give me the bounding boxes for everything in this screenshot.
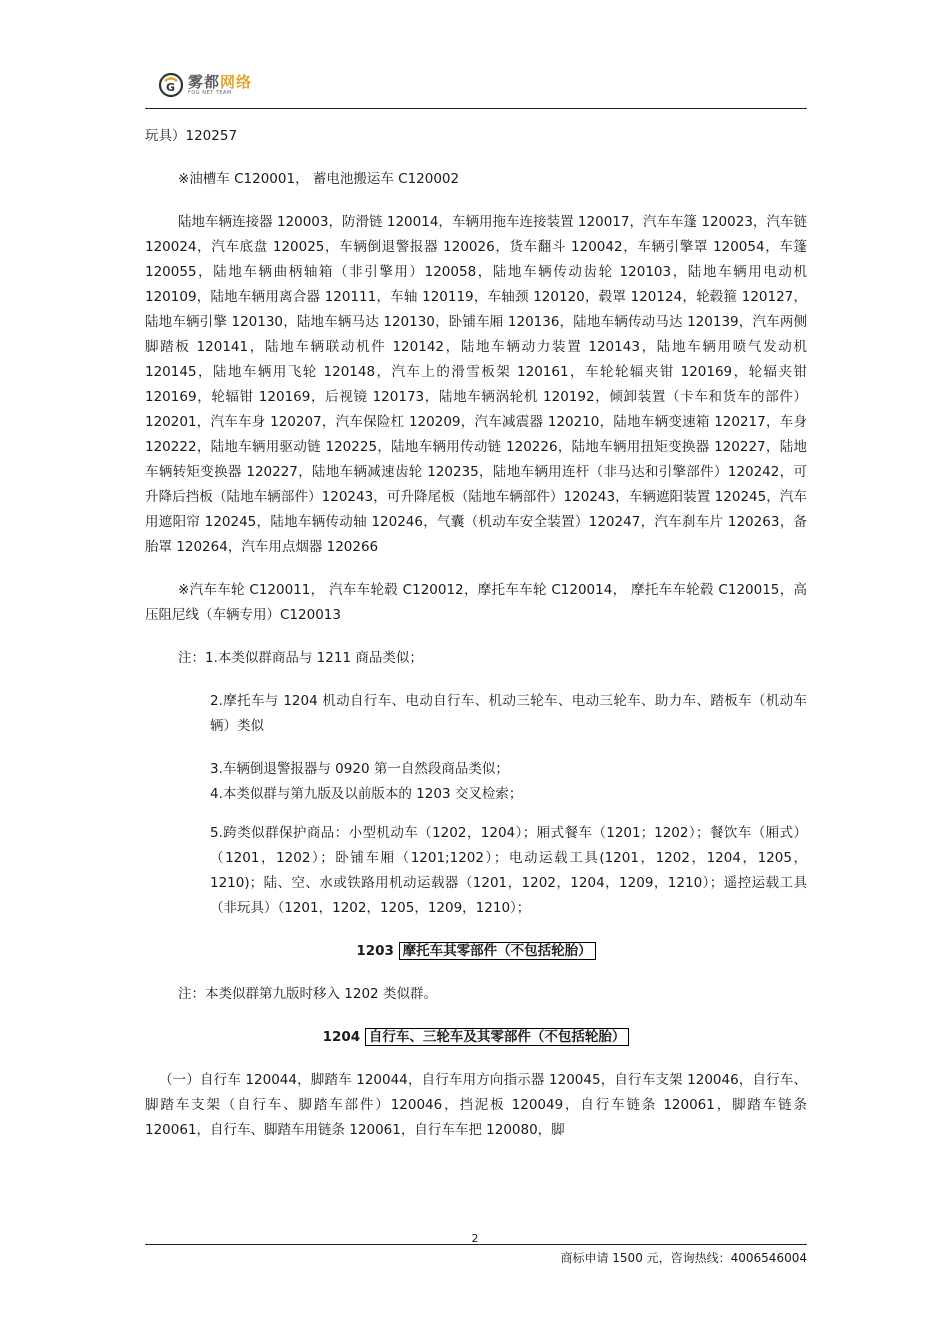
document-body xyxy=(145,124,807,1143)
logo-en: FOG NET TEAM xyxy=(188,89,232,96)
svg-text:G: G xyxy=(166,81,176,94)
note-1: 注：1.本类似群商品与 1211 商品类似； xyxy=(178,650,423,666)
logo-cn-part2: 网络 xyxy=(220,72,253,91)
section-code: 1204 xyxy=(322,1029,361,1045)
paragraph-special-items-2: ※汽车车轮 C120011， 汽车车轮毂 C120012，摩托车车轮 C120014， 摩托车车轮毂 C120015，高压阻尼线（车辆专用）C120013 xyxy=(145,582,807,623)
footer-divider xyxy=(145,1244,807,1245)
paragraph-product-list: 陆地车辆连接器 120003，防滑链 120014，车辆用拖车连接装置 120017，汽车车篷 120023，汽车链 120024，汽车底盘 120025，车辆倒退警报器 120026，货车翻斗 120042，车辆引擎罩 120054，车篷 120055，陆地车辆曲柄轴箱（非引擎用）120058，陆地车辆传动齿轮 120103，陆地车辆用电动机 120109，陆地车辆用离合器 120111，车轴 120119，车轴颈 120120，毂罩 120124，轮毂箍 120127，陆地车辆引擎 120130，陆地车辆马达 120130，卧铺车厢 120136，陆地车辆传动马达 120139，汽车两侧脚踏板 120141，陆地车辆联动机件 120142，陆地车辆动力装置 120143，陆地车辆用喷气发动机 120145，陆地车辆用飞轮 120148，汽车上的滑雪板架 120161，车轮轮辐夹钳 120169，轮辐夹钳 120169，轮辐钳 120169，后视镜 120173，陆地车辆涡轮机 120192，倾卸装置（卡车和货车的部件）120201，汽车车身 120207，汽车保险杠 120209，汽车减震器 120210，陆地车辆变速箱 120217，车身 120222，陆地车辆用驱动链 120225，陆地车辆用传动链 120226，陆地车辆用扭矩变换器 120227，陆地车辆转矩变换器 120227，陆地车辆减速齿轮 120235，陆地车辆用连杆（非马达和引擎部件）120242，可升降后挡板（陆地车辆部件）120243，可升降尾板（陆地车辆部件）120243，车辆遮阳装置 120245，汽车用遮阳帘 120245，陆地车辆传动轴 120246，气囊（机动车安全装置）120247，汽车刹车片 120263，备胎罩 120264，汽车用点烟器 120266 xyxy=(145,214,807,555)
paragraph-1204-items: （一）自行车 120044，脚踏车 120044，自行车用方向指示器 120045，自行车支架 120046，自行车、脚踏车支架（自行车、脚踏车部件）120046，挡泥板 120049，自行车链条 120061，脚踏车链条 120061，自行车、脚踏车用链条 120061，自行车车把 120080，脚 xyxy=(145,1072,807,1138)
logo-text xyxy=(188,72,253,96)
footer-contact: 商标申请 1500 元，咨询热线：4006546004 xyxy=(560,1251,807,1265)
note-5: 5.跨类似群保护商品：小型机动车（1202，1204）；厢式餐车（1201；1202）；餐饮车（厢式）（1201，1202）；卧铺车厢（1201;1202）；电动运载工具(1201，1202，1204，1205，1210)；陆、空、水或铁路用机动运载器（1201，1202，1204，1209，1210）；遥控运载工具（非玩具）（1201，1202，1205，1209，1210）； xyxy=(210,825,807,916)
note-3: 3.车辆倒退警报器与 0920 第一自然段商品类似； xyxy=(210,761,509,777)
note-2: 2.摩托车与 1204 机动自行车、电动自行车、机动三轮车、电动三轮车、助力车、踏板车（机动车辆）类似 xyxy=(210,693,807,734)
paragraph-continuation: 玩具）120257 xyxy=(145,128,238,144)
header-logo xyxy=(158,72,252,98)
header-divider xyxy=(145,108,807,109)
note-4: 4.本类似群与第九版及以前版本的 1203 交叉检索； xyxy=(210,786,523,802)
paragraph-special-items-1: ※油槽车 C120001， 蓄电池搬运车 C120002 xyxy=(178,171,460,187)
note-1203: 注：本类似群第九版时移入 1202 类似群。 xyxy=(178,986,437,1002)
page-number: 2 xyxy=(471,1232,479,1245)
section-code: 1203 xyxy=(356,943,394,959)
section-heading-1204 xyxy=(145,1025,807,1050)
section-heading-1203 xyxy=(145,939,807,964)
logo-cn-part1: 雾都 xyxy=(188,72,221,91)
logo-icon xyxy=(158,72,184,98)
section-title: 自行车、三轮车及其零部件（不包括轮胎） xyxy=(365,1028,630,1046)
section-title: 摩托车其零部件（不包括轮胎） xyxy=(399,942,596,960)
